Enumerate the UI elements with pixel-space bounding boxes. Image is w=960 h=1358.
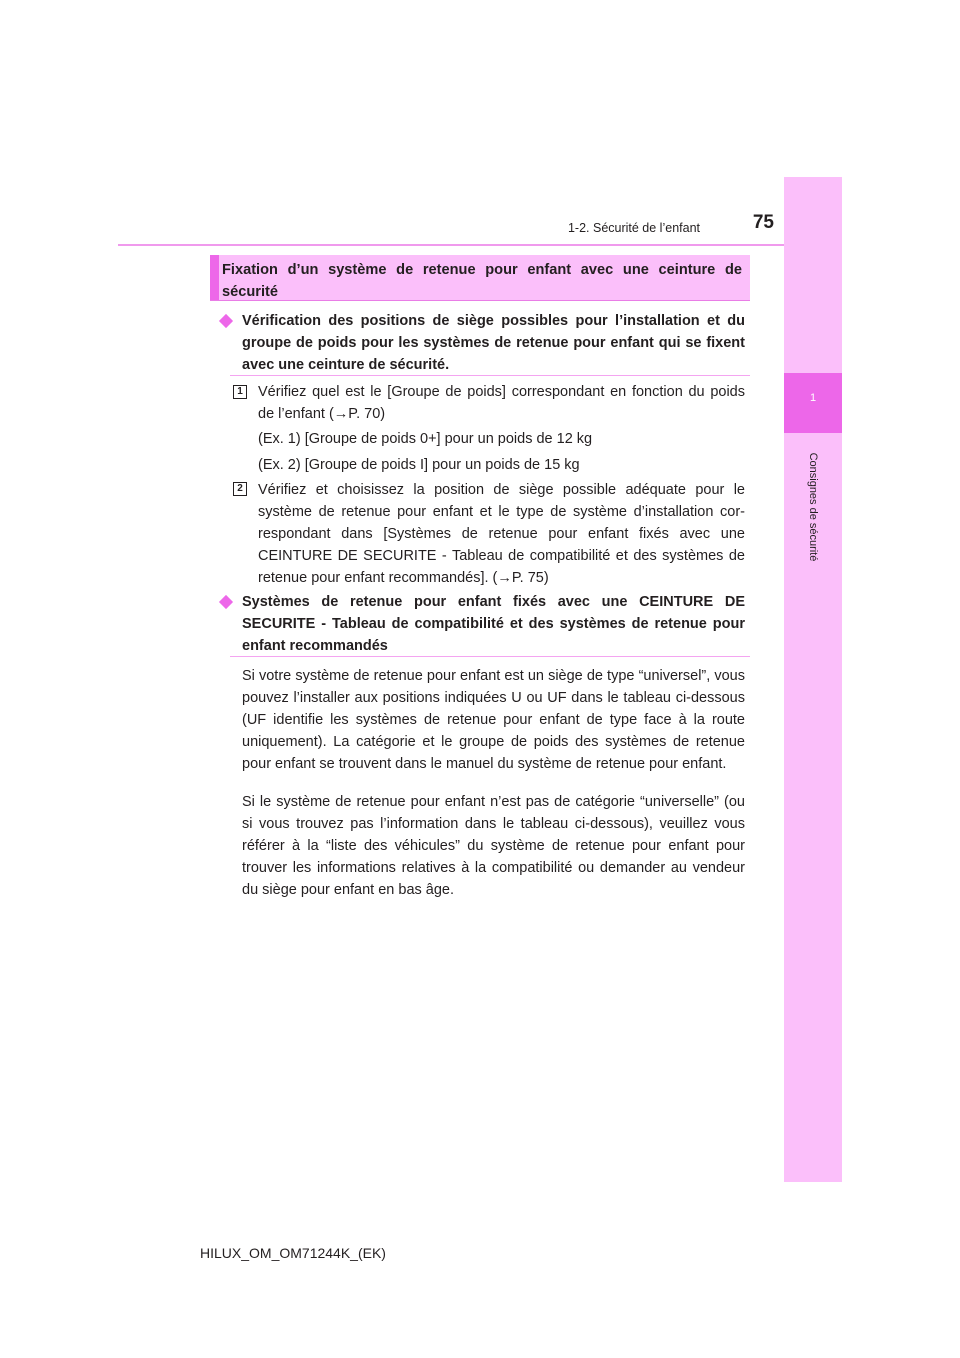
section-title: Fixation d’un système de retenue pour enfant avec une ceinture de sécurité: [222, 262, 742, 300]
chapter-number: 1: [809, 392, 817, 404]
running-header-section: 1-2. Sécurité de l’enfant: [567, 221, 700, 235]
diamond-bullet-icon: [219, 595, 233, 609]
diamond-bullet-icon: [219, 314, 233, 328]
subsection-heading: Systèmes de retenue pour enfant fixés avec une CEINTURE DE SECURITE - Tableau de compatibilité et des systèmes de retenue pour enfant recommandés: [242, 594, 745, 654]
header-divider: [118, 244, 841, 246]
section-title-box: [210, 255, 750, 301]
body-paragraph: Si le système de retenue pour enfant n’est pas de catégorie “universelle” (ou si vous trouvez pas l’information dans le tableau ci-dessous), veuillez vous référer à la “liste des véhicules” du système de retenue pour enfant pour trouver les informations relatives à la compatibilité ou demander au vendeur du siège pour enfant en bas âge.: [242, 794, 745, 898]
step-number-badge: 1: [233, 385, 247, 399]
subsection-heading: Vérification des positions de siège possibles pour l’installation et du groupe de poids pour les systèmes de retenue pour enfant qui se fixent avec une ceinture de sécurité.: [242, 313, 745, 373]
step-example: (Ex. 2) [Groupe de poids I] pour un poids de 15 kg: [258, 457, 580, 473]
chapter-title: Consignes de sécurité: [807, 452, 819, 562]
document-code: HILUX_OM_OM71244K_(EK): [200, 1245, 386, 1261]
subsection-divider: [230, 656, 750, 657]
section-title-accent: [210, 255, 219, 300]
step-number-badge: 2: [233, 482, 247, 496]
subsection-divider: [230, 375, 750, 376]
chapter-tab: [784, 177, 842, 1182]
step-example: (Ex. 1) [Groupe de poids 0+] pour un poids de 12 kg: [258, 431, 593, 447]
body-paragraph: Si votre système de retenue pour enfant est un siège de type “universel”, vous pouvez l’installer aux positions indiquées U ou UF dans le tableau ci-dessous (UF identifie les systèmes de retenue pour enfant de type face à la route uniquement). La catégorie et le groupe de poids des systèmes de retenue pour enfant se trouvent dans le manuel du système de retenue pour enfant.: [242, 668, 745, 772]
step-text: Vérifiez quel est le [Groupe de poids] correspondant en fonction du poids de l’enfant (→P. 70): [258, 384, 745, 422]
step-text: Vérifiez et choisissez la position de siège possible adéquate pour le système de retenue pour enfant et le type de système d’installation cor-respondant dans [Systèmes de retenue pour enfant fixés avec une CEINTURE DE SECURITE - Tableau de compatibilité et des systèmes de retenue pour enfant recommandés]. (→P. 75): [258, 482, 745, 586]
page-number: 75: [752, 212, 774, 233]
